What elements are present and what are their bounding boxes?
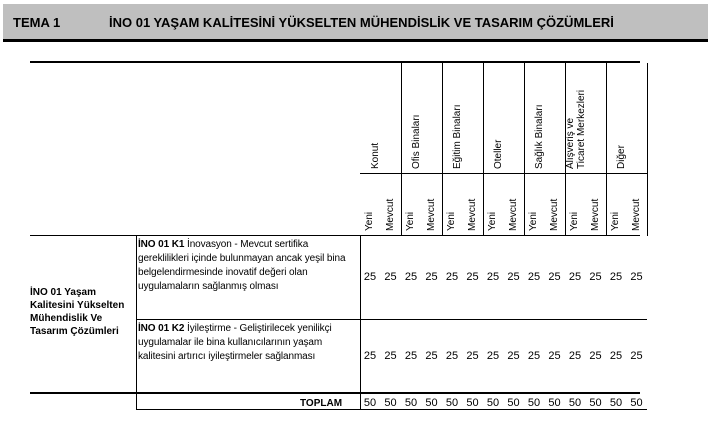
- category-col-rule: [401, 63, 402, 236]
- total-cell: 50: [466, 397, 479, 409]
- score-cell: 25: [363, 271, 377, 283]
- criterion-k1-text: İnovasyon - Mevcut sertifika gereklilikleri içinde bulunmayan ancak yeşil bina belgelendirmesinde inovatif değeri olan uygulamaların sağlanmış olması: [138, 239, 346, 292]
- total-cell: 50: [548, 397, 561, 409]
- sub-header: Yeni: [446, 211, 457, 231]
- row-divider: [136, 319, 647, 320]
- score-cell: 25: [384, 350, 397, 362]
- sub-header: Mevcut: [466, 198, 478, 231]
- score-cell: 25: [507, 271, 520, 283]
- sub-header: Yeni: [528, 211, 539, 231]
- score-cell: 25: [589, 271, 602, 283]
- total-label: TOPLAM: [300, 398, 343, 409]
- score-cell: 25: [486, 271, 500, 283]
- row-group-title: İNO 01 Yaşam Kalitesini Yükselten Mühendislik Ve Tasarım Çözümleri: [30, 287, 125, 337]
- total-cell: 50: [486, 397, 500, 409]
- score-cell: 25: [568, 350, 582, 362]
- desc-col-rule: [360, 236, 361, 410]
- criterion-k2-text: İyileştirme - Geliştirilecek yenilikçi uygulamalar ile bina kullanıcılarının yaşam kalitesini artırıcı iyileştirmeler sağlanması: [138, 323, 332, 362]
- category-header: Oteller: [493, 139, 504, 169]
- criterion-k2-code: İNO 01 K2: [138, 323, 185, 334]
- table-top-rule: [30, 61, 640, 63]
- total-cell: 50: [445, 397, 459, 409]
- total-cell: 50: [425, 397, 438, 409]
- sub-header: Mevcut: [384, 198, 396, 231]
- score-cell: 25: [466, 350, 479, 362]
- total-cell: 50: [363, 397, 377, 409]
- score-cell: 25: [630, 350, 643, 362]
- sub-header: Mevcut: [589, 198, 601, 231]
- category-col-rule: [524, 63, 525, 236]
- score-cell: 25: [363, 350, 377, 362]
- score-cell: 25: [609, 271, 623, 283]
- body-bottom-rule: [30, 392, 640, 394]
- score-cell: 25: [445, 350, 459, 362]
- sub-header: Mevcut: [507, 198, 519, 231]
- category-col-rule: [442, 63, 443, 236]
- total-cell: 50: [589, 397, 602, 409]
- score-cell: 25: [425, 271, 438, 283]
- total-bottom-rule: [136, 409, 647, 410]
- category-rule: [360, 173, 647, 174]
- category-col-rule: [647, 63, 648, 236]
- score-cell: 25: [507, 350, 520, 362]
- criterion-k2: [138, 322, 360, 364]
- score-cell: 25: [630, 271, 643, 283]
- category-col-rule: [606, 63, 607, 236]
- total-cell: 50: [609, 397, 623, 409]
- criterion-k1-code: İNO 01 K1: [138, 239, 185, 250]
- sub-header: Yeni: [405, 211, 416, 231]
- category-header: Diğer: [616, 145, 627, 169]
- sub-header: Yeni: [364, 211, 375, 231]
- total-cell: 50: [404, 397, 418, 409]
- theme-title: İNO 01 YAŞAM KALİTESİNİ YÜKSELTEN MÜHENDİSLİK VE TASARIM ÇÖZÜMLERİ: [109, 15, 614, 30]
- theme-header: [3, 4, 708, 42]
- total-cell: 50: [507, 397, 520, 409]
- score-cell: 25: [609, 350, 623, 362]
- category-col-rule: [483, 63, 484, 236]
- sub-header: Yeni: [610, 211, 621, 231]
- criterion-k1: [138, 238, 360, 294]
- category-header: Sağlık Binaları: [534, 104, 545, 169]
- score-cell: 25: [568, 271, 582, 283]
- sub-header: Yeni: [487, 211, 498, 231]
- total-cell: 50: [630, 397, 643, 409]
- theme-label: TEMA 1: [13, 15, 61, 30]
- category-header: Eğitim Binaları: [452, 104, 463, 169]
- score-cell: 25: [548, 271, 561, 283]
- score-cell: 25: [486, 350, 500, 362]
- sub-header: Yeni: [569, 211, 580, 231]
- score-cell: 25: [589, 350, 602, 362]
- group-col-rule: [136, 236, 137, 410]
- score-cell: 25: [404, 271, 418, 283]
- total-cell: 50: [568, 397, 582, 409]
- score-cell: 25: [445, 271, 459, 283]
- sub-header: Mevcut: [425, 198, 437, 231]
- category-header: Alışveriş ve Ticaret Merkezleri: [565, 89, 587, 169]
- score-cell: 25: [404, 350, 418, 362]
- score-cell: 25: [527, 350, 541, 362]
- category-header: Konut: [370, 142, 381, 169]
- score-cell: 25: [384, 271, 397, 283]
- score-cell: 25: [548, 350, 561, 362]
- sub-header: Mevcut: [630, 198, 642, 231]
- total-cell: 50: [527, 397, 541, 409]
- total-cell: 50: [384, 397, 397, 409]
- score-cell: 25: [425, 350, 438, 362]
- score-cell: 25: [466, 271, 479, 283]
- score-cell: 25: [527, 271, 541, 283]
- header-bottom-rule: [30, 235, 640, 236]
- category-header: Ofis Binaları: [411, 114, 422, 169]
- sub-header: Mevcut: [548, 198, 560, 231]
